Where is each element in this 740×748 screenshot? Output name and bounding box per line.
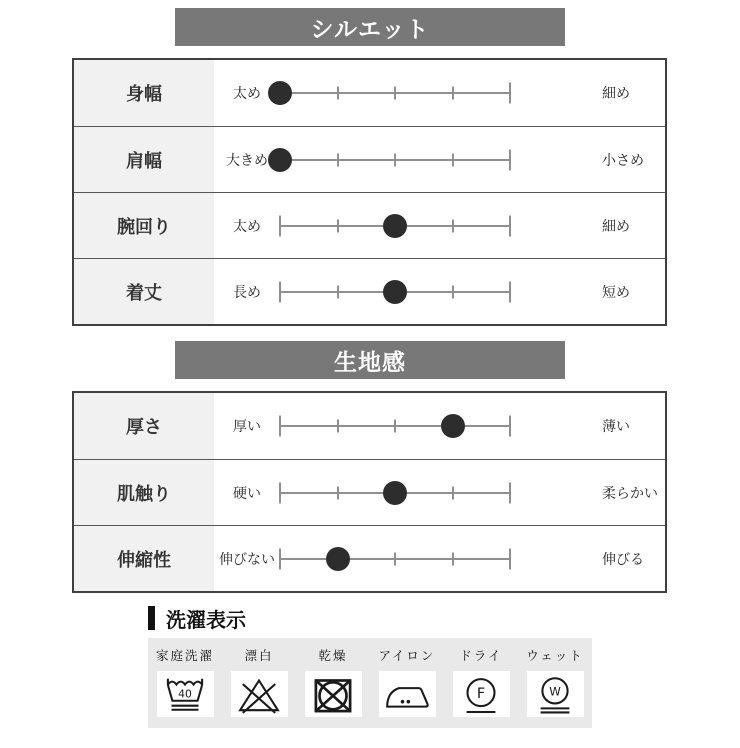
rating-scale bbox=[280, 546, 510, 572]
scale-left-label: 長め bbox=[233, 284, 261, 301]
svg-text:40: 40 bbox=[178, 687, 192, 701]
scale-tick bbox=[452, 87, 454, 100]
product-spec-page bbox=[0, 8, 740, 748]
scale-left-label: 伸びない bbox=[219, 551, 275, 568]
do-not-bleach-icon bbox=[232, 672, 286, 716]
scale-tick bbox=[337, 87, 339, 100]
silhouette-table bbox=[72, 58, 667, 326]
scale-tick bbox=[509, 281, 511, 302]
row-label: 肌触り bbox=[74, 460, 214, 525]
scale-left-label: 大きめ bbox=[226, 152, 268, 169]
scale-right-label: 細め bbox=[602, 86, 630, 102]
rating-dot bbox=[326, 547, 350, 571]
row-label: 着丈 bbox=[74, 259, 214, 324]
row-label: 厚さ bbox=[74, 393, 214, 459]
scale-tick bbox=[394, 420, 396, 433]
rating-dot bbox=[383, 280, 407, 304]
rating-scale bbox=[280, 413, 510, 439]
wet-clean-w-icon bbox=[528, 672, 582, 716]
rating-dot bbox=[383, 214, 407, 238]
section-banner-label: 生地感 bbox=[334, 349, 406, 376]
scale-tick bbox=[452, 552, 454, 565]
scale-left-label: 太め bbox=[233, 218, 261, 235]
table-row-texture bbox=[74, 459, 665, 525]
scale-tick bbox=[452, 285, 454, 298]
rating-scale bbox=[280, 279, 510, 305]
care-item-bleach: 漂白 bbox=[222, 646, 296, 728]
svg-text:W: W bbox=[549, 684, 561, 699]
scale-right-label: 小さめ bbox=[602, 152, 644, 169]
rating-dot bbox=[268, 81, 292, 105]
scale-tick bbox=[279, 482, 281, 503]
scale-tick bbox=[337, 219, 339, 232]
table-row-length bbox=[74, 258, 665, 324]
scale-tick bbox=[452, 486, 454, 499]
rating-dot bbox=[383, 481, 407, 505]
dry-clean-f-icon bbox=[454, 672, 508, 716]
scale-tick bbox=[279, 215, 281, 236]
row-label: 肩幅 bbox=[74, 127, 214, 192]
scale-left-label: 太め bbox=[233, 86, 261, 102]
scale-tick bbox=[509, 548, 511, 569]
scale-tick bbox=[452, 153, 454, 166]
care-item-iron: アイロン bbox=[370, 646, 444, 728]
scale-tick bbox=[509, 215, 511, 236]
scale-tick bbox=[279, 281, 281, 302]
scale-left-label: 厚い bbox=[233, 419, 261, 435]
scale-tick bbox=[337, 285, 339, 298]
scale-tick bbox=[452, 219, 454, 232]
scale-right-label: 薄い bbox=[602, 419, 630, 435]
care-item-home-wash: 家庭洗濯 40 bbox=[148, 646, 222, 728]
rating-scale bbox=[280, 480, 510, 506]
do-not-tumble-dry-icon bbox=[306, 672, 360, 716]
row-label: 腕回り bbox=[74, 193, 214, 258]
rating-scale bbox=[280, 80, 510, 106]
svg-text:F: F bbox=[476, 686, 486, 703]
table-row-thickness bbox=[74, 393, 665, 459]
section-banner-silhouette bbox=[175, 8, 565, 46]
scale-tick bbox=[394, 87, 396, 100]
care-section bbox=[148, 605, 592, 728]
wash-40-icon bbox=[158, 672, 212, 716]
rating-dot bbox=[268, 148, 292, 172]
rating-scale bbox=[280, 147, 510, 173]
scale-right-label: 柔らかい bbox=[602, 485, 658, 502]
iron-two-dots-icon bbox=[380, 672, 434, 716]
scale-tick bbox=[337, 153, 339, 166]
scale-right-label: 伸びる bbox=[602, 551, 644, 568]
scale-right-label: 細め bbox=[602, 218, 630, 235]
care-title bbox=[148, 605, 592, 631]
care-item-wet-clean: ウェット W bbox=[518, 646, 592, 728]
scale-tick bbox=[509, 482, 511, 503]
section-banner-label: シルエット bbox=[310, 16, 430, 43]
care-item-dry-clean: ドライ F bbox=[444, 646, 518, 728]
rating-scale bbox=[280, 213, 510, 239]
scale-right-label: 短め bbox=[602, 284, 630, 301]
fabric-table bbox=[72, 391, 667, 593]
scale-tick bbox=[279, 416, 281, 437]
care-panel bbox=[148, 638, 592, 728]
section-banner-fabric bbox=[175, 341, 565, 379]
scale-tick bbox=[337, 420, 339, 433]
scale-left-label: 硬い bbox=[233, 485, 261, 502]
title-bar-accent bbox=[148, 606, 155, 630]
scale-tick bbox=[337, 486, 339, 499]
row-label: 伸縮性 bbox=[74, 526, 214, 591]
rating-dot bbox=[441, 414, 465, 438]
scale-tick bbox=[279, 548, 281, 569]
scale-tick bbox=[394, 552, 396, 565]
scale-tick bbox=[509, 149, 511, 170]
scale-tick bbox=[509, 83, 511, 104]
table-row-body-width bbox=[74, 60, 665, 126]
table-row-shoulder-width bbox=[74, 126, 665, 192]
care-title-label: 洗濯表示 bbox=[166, 607, 246, 632]
table-row-stretch bbox=[74, 525, 665, 591]
care-item-dry: 乾燥 bbox=[296, 646, 370, 728]
table-row-arm-girth bbox=[74, 192, 665, 258]
row-label: 身幅 bbox=[74, 60, 214, 126]
scale-tick bbox=[509, 416, 511, 437]
scale-tick bbox=[394, 153, 396, 166]
